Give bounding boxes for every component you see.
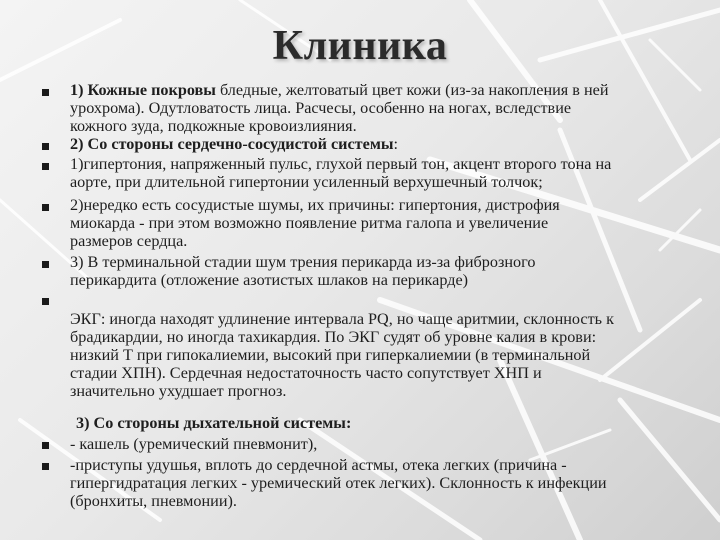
skin-paragraph-line: 1) Кожные покровы бледные, желтоватый цвет кожи (из-за накопления в ней	[70, 81, 609, 99]
cardio-item-line: 3) В терминальной стадии шум трения перикарда из-за фиброзного	[70, 253, 536, 271]
cardio-item-line: перикардита (отложение азотистых шлаков на перикарде)	[70, 271, 469, 289]
bullet-icon	[42, 261, 49, 268]
bullet-icon	[42, 143, 49, 150]
bullet-icon	[42, 89, 49, 96]
ecg-paragraph-line: низкий Т при гипокалиемии, высокий при гиперкалиемии (в терминальной	[70, 346, 591, 364]
bullet-icon	[42, 204, 49, 211]
cardio-heading: 2) Со стороны сердечно-сосудистой системы	[70, 135, 394, 153]
cardio-item-line: миокарда - при этом возможно появление ритма галопа и увеличение	[70, 214, 549, 232]
ecg-paragraph-line: значительно ухудшает прогноз.	[70, 382, 287, 400]
skin-paragraph-line: кожного зуда, подкожные кровоизлияния.	[70, 117, 357, 135]
respiratory-heading-line	[76, 415, 351, 433]
ecg-paragraph-line: стадии ХПН). Сердечная недостаточность часто сопутствует ХНП и	[70, 364, 542, 382]
cardio-item-line: 1)гипертония, напряженный пульс, глухой первый тон, акцент второго тона на	[70, 155, 612, 173]
cardio-item-line: аорте, при длительной гипертонии усиленный верхушечный толчок;	[70, 173, 543, 191]
skin-heading: 1) Кожные покровы	[70, 81, 216, 99]
bullet-icon	[42, 298, 49, 305]
respiratory-item-line: - кашель (уремический пневмонит),	[70, 435, 318, 453]
skin-paragraph-line: урохрома). Одутловатость лица. Расчесы, особенно на ногах, вследствие	[70, 99, 572, 117]
respiratory-item-line: (бронхиты, пневмонии).	[70, 492, 237, 510]
cardio-item-line: размеров сердца.	[70, 232, 188, 250]
cardio-item-line: 2)нередко есть сосудистые шумы, их причины: гипертония, дистрофия	[70, 196, 560, 214]
respiratory-item-line: -приступы удушья, вплоть до сердечной астмы, отека легких (причина -	[70, 456, 567, 474]
bullet-icon	[42, 163, 49, 170]
slide-title: Клиника	[272, 23, 448, 69]
respiratory-heading: 3) Со стороны дыхательной системы:	[76, 414, 352, 432]
ecg-paragraph-line: ЭКГ: иногда находят удлинение интервала PQ, но чаще аритмии, склонность к	[70, 310, 614, 328]
cardio-heading-line: 2) Со стороны сердечно-сосудистой системы:	[70, 135, 398, 153]
ecg-paragraph-line: брадикардии, но иногда тахикардия. По ЭКГ судят об уровне калия в крови:	[70, 328, 597, 346]
respiratory-item-line: гипергидратация легких - уремический отек легких). Склонность к инфекции	[70, 474, 607, 492]
bullet-icon	[42, 442, 49, 449]
bullet-icon	[42, 463, 49, 470]
